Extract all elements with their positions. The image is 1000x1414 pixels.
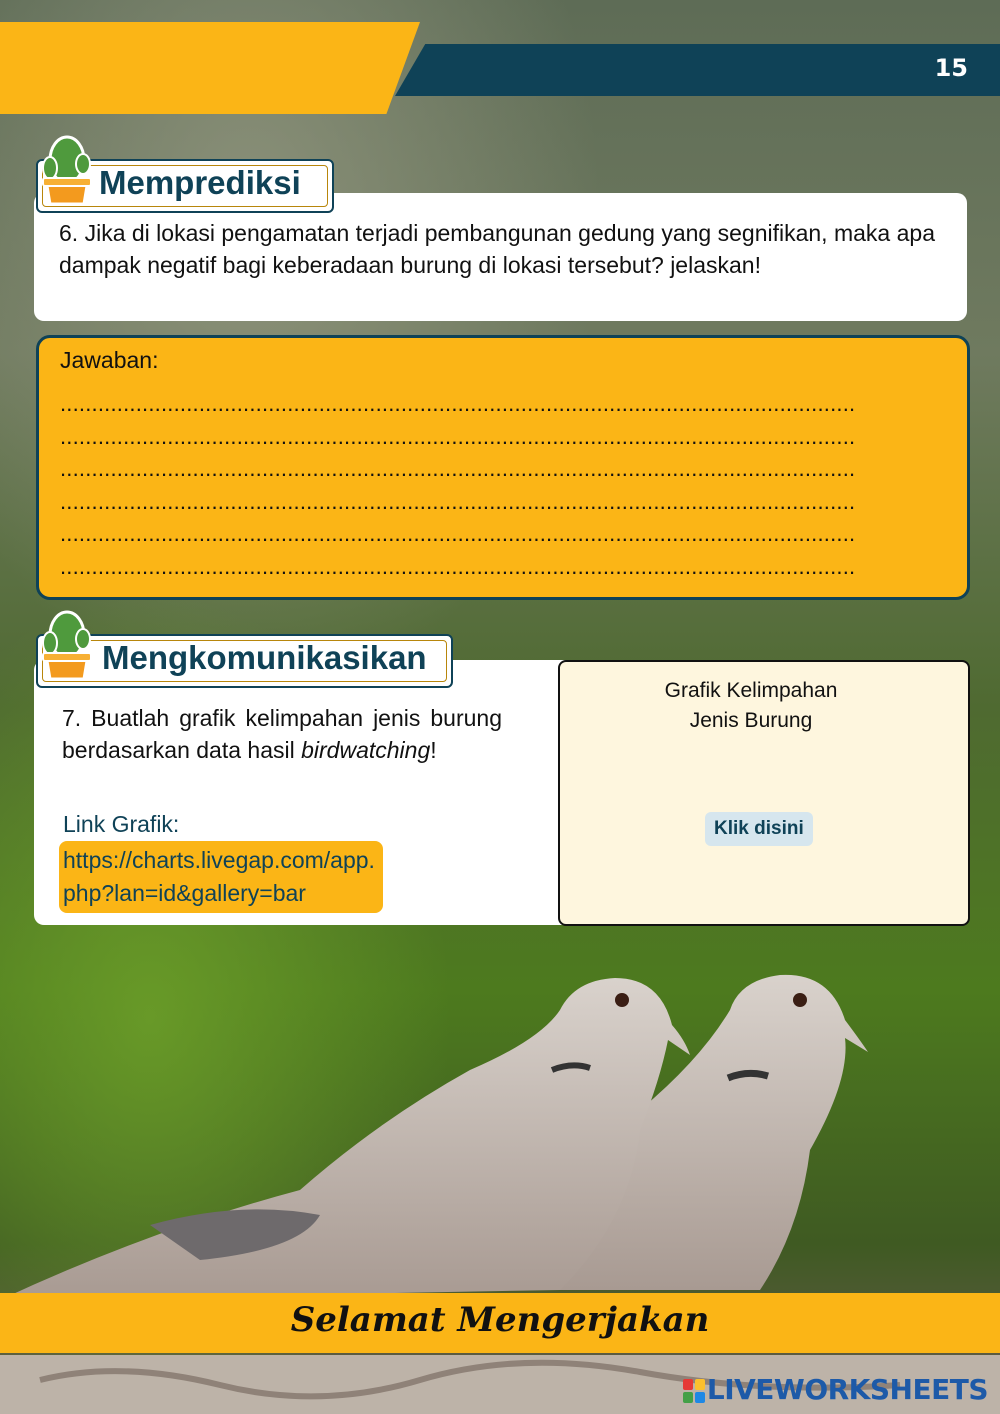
- liveworksheets-logo-text: LIVEWORKSHEETS: [706, 1373, 988, 1406]
- cactus-pot-icon: [34, 134, 98, 210]
- cactus-pot-icon: [34, 609, 98, 685]
- question-7-main: 7. Buatlah grafik kelimpahan jenis burung berdasarkan data hasil: [62, 705, 502, 763]
- answer-label: Jawaban:: [60, 347, 159, 373]
- question-7-text: [62, 702, 502, 766]
- answer-line[interactable]: ..............................................................................................................................: [60, 391, 856, 416]
- header-yellow-band: [0, 22, 420, 114]
- question-7-italic: birdwatching: [301, 737, 431, 763]
- answer-line[interactable]: ..............................................................................................................................: [60, 521, 856, 546]
- section-title-communicate: Mengkomunikasikan: [102, 639, 427, 676]
- answer-line[interactable]: ..............................................................................................................................: [60, 423, 856, 449]
- chart-link[interactable]: https://charts.livegap.com/app.php?lan=id&gallery=bar: [59, 841, 383, 913]
- liveworksheets-badge-icon: [683, 1379, 705, 1403]
- liveworksheets-logo: [683, 1373, 988, 1406]
- section-title-predict: Memprediksi: [99, 164, 301, 201]
- chart-panel-title: [600, 676, 902, 736]
- answer-line[interactable]: ..............................................................................................................................: [60, 553, 856, 579]
- klik-disini-button[interactable]: Klik disini: [705, 812, 813, 846]
- answer-line[interactable]: ..............................................................................................................................: [60, 456, 856, 481]
- chart-panel-title-line1: Grafik Kelimpahan: [664, 679, 838, 702]
- chart-panel-title-line2: Jenis Burung: [689, 709, 813, 732]
- footer-text: Selamat Mengerjakan: [290, 1300, 710, 1340]
- question-6-text: 6. Jika di lokasi pengamatan terjadi pembangunan gedung yang segnifikan, maka apa dampak negatif bagi keberadaan burung di lokasi tersebut? jelaskan!: [59, 220, 935, 278]
- answer-line[interactable]: ..............................................................................................................................: [60, 488, 856, 514]
- header-blue-band: [395, 44, 1000, 96]
- page-number: 15: [934, 54, 968, 82]
- question-7-end: !: [430, 737, 437, 763]
- answer-lines: [60, 388, 936, 583]
- link-label: Link Grafik:: [63, 811, 180, 837]
